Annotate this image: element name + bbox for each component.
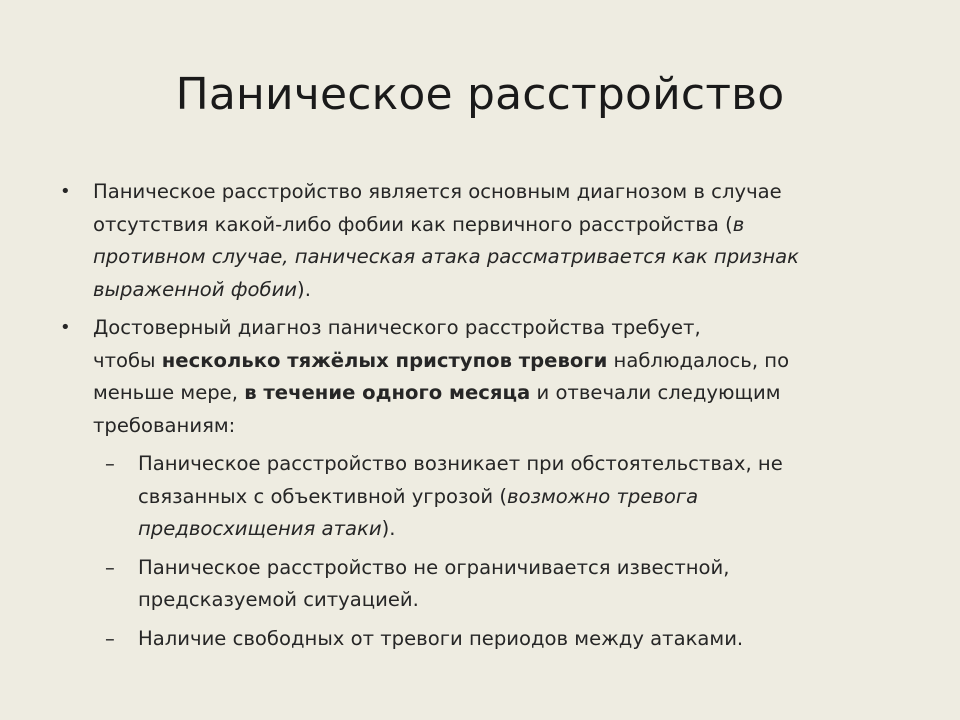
bullet-marker: •	[60, 181, 71, 202]
italic-text: в	[732, 212, 745, 236]
italic-text: противном случае, паническая атака рассматривается как признак	[93, 245, 799, 268]
dash-marker: –	[105, 452, 115, 475]
bullet-marker: •	[60, 317, 71, 338]
slide-title: Паническое расстройство	[175, 69, 785, 120]
bullet-item	[60, 176, 910, 306]
text-line	[93, 410, 910, 443]
text-line	[93, 377, 910, 410]
dash-marker: –	[105, 626, 115, 650]
text-run: Паническое расстройство является основным диагнозом в случае	[93, 180, 782, 203]
text-run: ).	[297, 277, 311, 301]
text-run: связанных с объективной угрозой (	[138, 484, 508, 508]
subbullet-item	[60, 448, 910, 546]
italic-text: возможно тревога	[507, 484, 699, 508]
bullet-text	[93, 176, 910, 306]
bold-text: несколько тяжёлых приступов тревоги	[161, 348, 608, 372]
bullet-item	[60, 312, 910, 442]
text-run: чтобы	[93, 348, 162, 372]
text-line	[93, 274, 910, 307]
text-run: Паническое расстройство не ограничивается известной,	[138, 555, 730, 579]
subbullet-item	[60, 552, 910, 617]
text-line	[138, 513, 910, 546]
subbullet-item	[60, 623, 910, 656]
dash-marker: –	[105, 555, 115, 579]
italic-text: выраженной фобии	[93, 277, 298, 301]
text-run: и отвечали следующим	[530, 381, 781, 404]
text-run: требованиям:	[93, 413, 236, 437]
text-line	[93, 312, 910, 345]
italic-text: предвосхищения атаки	[138, 517, 382, 540]
text-line	[138, 552, 910, 585]
text-line	[93, 241, 910, 274]
text-line	[93, 176, 910, 209]
subbullet-text	[138, 448, 910, 546]
text-line	[138, 584, 910, 617]
text-run: предсказуемой ситуацией.	[138, 588, 419, 611]
subbullet-text	[138, 552, 910, 617]
text-run: наблюдалось, по	[607, 348, 790, 372]
text-run: ).	[381, 517, 396, 540]
text-run: Паническое расстройство возникает при обстоятельствах, не	[138, 452, 783, 475]
text-run: Наличие свободных от тревоги периодов между атаками.	[138, 626, 744, 650]
text-run: отсутствия какой-либо фобии как первичного расстройства (	[93, 212, 733, 236]
text-run: меньше мере,	[93, 381, 245, 404]
text-line	[138, 623, 910, 656]
text-run: Достоверный диагноз панического расстройства требует,	[93, 316, 701, 339]
bullet-text	[93, 312, 910, 442]
text-line	[93, 209, 910, 242]
text-line	[138, 448, 910, 481]
subbullet-text	[138, 623, 910, 656]
bold-text: в течение одного месяца	[244, 381, 531, 404]
text-line	[138, 481, 910, 514]
text-line	[93, 345, 910, 378]
slide-body	[60, 176, 910, 661]
